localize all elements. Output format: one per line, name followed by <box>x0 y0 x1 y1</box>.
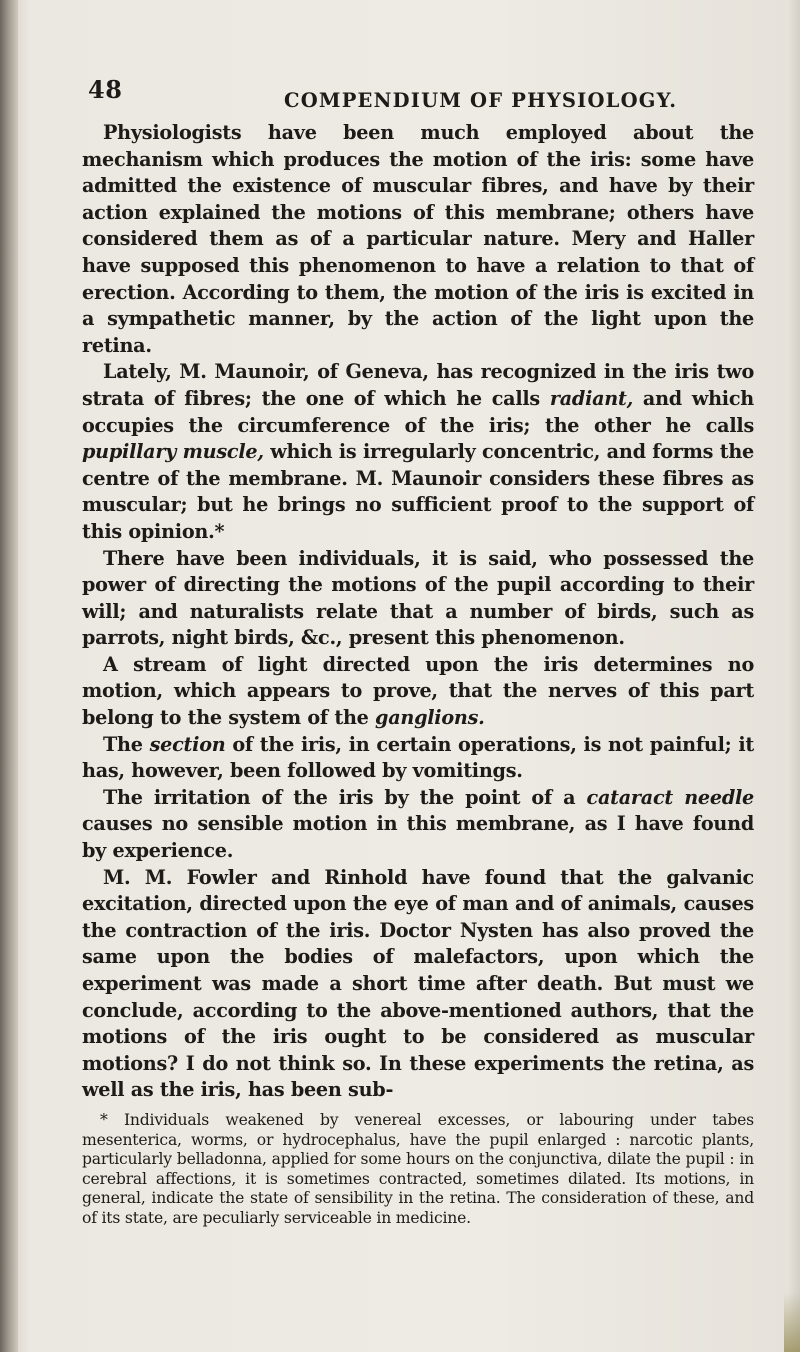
text-run: which is irregularly concentric, and forms the centre of the membrane. M. Maunoir considers these fibres as muscular; but he brings no sufficient proof to the support of this opinion.* <box>82 440 754 543</box>
italic-term: radiant, <box>549 386 634 410</box>
text-run: The irritation of the iris by the point of a <box>103 785 587 809</box>
paragraph <box>82 732 754 785</box>
paragraph <box>82 865 754 1104</box>
text-run: A stream of light directed upon the iris determines no motion, which appears to prove, that the nerves of this part belong to the system of the <box>82 652 754 730</box>
page-header <box>0 75 800 115</box>
paragraph <box>82 652 754 732</box>
text-run: The <box>103 732 150 756</box>
running-title: COMPENDIUM OF PHYSIOLOGY. <box>284 89 678 112</box>
text-run: of the iris, in certain operations, is not painful; it has, however, been followed by vomitings. <box>82 732 754 783</box>
italic-term: pupillary muscle, <box>82 440 264 464</box>
paragraph <box>82 546 754 652</box>
page-edge <box>788 0 800 1352</box>
page-number: 48 <box>88 75 123 104</box>
text-run: Lately, M. Maunoir, of Geneva, has recognized in the iris two strata of fibres; the one of which he calls <box>82 360 754 410</box>
footnote <box>82 1111 754 1229</box>
binding-gutter <box>0 0 18 1352</box>
italic-term: cataract needle <box>586 785 754 809</box>
text-run: M. M. Fowler and Rinhold have found that the galvanic excitation, directed upon the eye of man and of animals, causes the contraction of the iris. Doctor Nysten has also proved the same upon the bodies of malefactors, upon which the experiment was made a short time after death. But must we conclude, according to the above-mentioned authors, that the motions of the iris ought to be considered as muscular motions? I do not think so. In these experiments the retina, as well as the iris, has been sub- <box>82 865 754 1102</box>
text-run: Physiologists have been much employed about the mechanism which produces the motion of the iris: some have admitted the existence of muscular fibres, and have by their action explained the motions of this membrane; others have considered them as of a particular nature. Mery and Haller have supposed this phenomenon to have a relation to that of erection. According to them, the motion of the iris is excited in a sympathetic manner, by the action of the light upon the retina. <box>82 121 754 357</box>
italic-term: ganglions. <box>375 706 485 730</box>
text-run: There have been individuals, it is said, who possessed the power of directing the motions of the pupil according to their will; and naturalists relate that a number of birds, such as parrots, night birds, &c., present this phenomenon. <box>82 546 754 650</box>
text-run: causes no sensible motion in this membrane, as I have found by experience. <box>82 812 754 863</box>
paragraph <box>82 120 754 359</box>
text-run: and which occupies the circumference of the iris; the other he calls <box>82 386 754 437</box>
paragraph <box>82 359 754 545</box>
page-stain <box>784 1292 800 1352</box>
main-text <box>82 120 754 1104</box>
paragraph <box>82 785 754 865</box>
italic-term: section <box>149 732 226 756</box>
footnote-text: * Individuals weakened by venereal excesses, or labouring under tabes mesenterica, worms, or hydrocephalus, have the pupil enlarged : narcotic plants, particularly belladonna, applied for some hours on the conjunctiva, dilate the pupil : in cerebral affections, it is sometimes contracted, sometimes dilated. Its motions, in general, indicate the state of sensibility in the retina. The consideration of these, and of its state, are peculiarly serviceable in medicine. <box>82 1111 754 1227</box>
